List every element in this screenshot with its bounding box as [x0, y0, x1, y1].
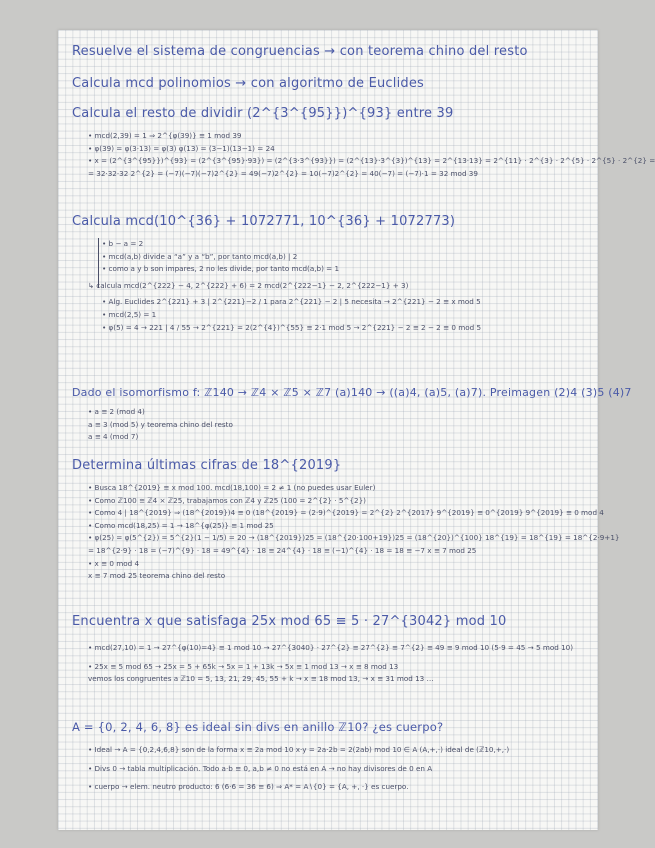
body-line: • Alg. Euclides 2^{221} + 3 | 2^{221}−2 / 1 para 2^{221} − 2 | 5 necesita → 2^{221} − 2 ≡ x mod 5: [102, 297, 481, 307]
section-title-1: Resuelve el sistema de congruencias → con teorema chino del resto: [72, 44, 528, 59]
body-line: • x ≡ 0 mod 4: [88, 558, 140, 568]
section-body-5: [88, 406, 568, 444]
section-body-6: [88, 482, 620, 583]
body-line: • como a y b son impares, 2 no les divide, por tanto mcd(a,b) = 1: [102, 264, 340, 274]
body-line: • mcd(2,39) = 1 ⇒ 2^{φ(39)} ≡ 1 mod 39: [88, 131, 242, 140]
section-title-8: A = {0, 2, 4, 6, 8} es ideal sin divs en anillo ℤ10? ¿es cuerpo?: [72, 720, 444, 734]
body-line: • Busca 18^{2019} ≡ x mod 100. mcd(18,100) = 2 ≠ 1 (no puedes usar Euler): [88, 483, 376, 492]
body-line: • Como 4 | 18^{2019} ⇒ (18^{2019})4 ≡ 0 (18^{2019} = (2·9)^{2019} = 2^{2} 2^{2017} 9^{2019} ≡ 0^{2019} 9^{2019} ≡ 0 mod 4: [88, 508, 604, 518]
section-body-7: [88, 642, 588, 686]
body-line: • Como ℤ100 ≅ ℤ4 × ℤ25, trabajamos con ℤ4 y ℤ25 (100 = 2^{2} · 5^{2}): [88, 495, 366, 505]
body-line: x ≡ 7 mod 25 teorema chino del resto: [88, 571, 226, 581]
section-body-4: [88, 238, 582, 334]
section-title-2: Calcula mcd polinomios → con algoritmo de Euclides: [72, 76, 425, 91]
body-line: • φ(25) = φ(5^{2}) = 5^{2}(1 − 1/5) = 20 → (18^{2019})25 = (18^{20·100+19})25 = (18^{20})^{100} 18^{19} = 18^{19} = 18^{2·9+1}: [88, 533, 620, 543]
body-line: • Divs 0 → tabla multiplicación. Todo a·b ≡ 0, a,b ≠ 0 no está en A → no hay divisores de 0 en A: [88, 763, 433, 773]
body-line: • φ(39) = φ(3·13) = φ(3) φ(13) = (3−1)(13−1) = 24: [88, 143, 275, 153]
body-line: = 18^{2·9} · 18 = (−7)^{9} · 18 = 49^{4} · 18 ≡ 24^{4} · 18 ≡ (−1)^{4} · 18 = 18 ≡ −7 x ≡ 7 mod 25: [88, 545, 477, 555]
section-body-3: [88, 130, 655, 180]
section-title-7: Encuentra x que satisfaga 25x mod 65 ≡ 5 · 27^{3042} mod 10: [72, 614, 507, 629]
body-line: • mcd(a,b) divide a “a” y a “b”, por tanto mcd(a,b) | 2: [102, 251, 298, 261]
body-line: • mcd(27,10) = 1 → 27^{φ(10)=4} ≡ 1 mod 10 → 27^{3040} · 27^{2} ≡ 27^{2} ≡ 7^{2} ≡ 49 ≡ 9 mod 10 (5·9 = 45 → 5 mod 10): [88, 643, 574, 652]
notebook-page: [58, 30, 655, 830]
section-title-3: Calcula el resto de dividir (2^{3^{95}})^{93} entre 39: [72, 106, 454, 121]
body-line: a ≡ 3 (mod 5) y teorema chino del resto: [88, 419, 233, 429]
section-title-5: Dado el isomorfismo f: ℤ140 → ℤ4 × ℤ5 × ℤ7 (a)140 → ((a)4, (a)5, (a)7). Preimagen (2)4 (3)5 (4)7: [72, 386, 632, 399]
body-line: • x = (2^{3^{95}})^{93} = (2^{3^{95}·93}) = (2^{3·3^{93}}) = (2^{13}·3^{3})^{13} = 2^{13·13} = 2^{11} · 2^{3} · 2^{5} · 2^{5} · 2^{2} =: [88, 156, 655, 166]
section-title-6: Determina últimas cifras de 18^{2019}: [72, 458, 342, 473]
body-line: • Ideal → A = {0,2,4,6,8} son de la forma x ≡ 2a mod 10 x·y = 2a·2b = 2(2ab) mod 10 ∈ A (A,+,·) ideal de (ℤ10,+,·): [88, 745, 510, 754]
body-line: • φ(5) = 4 → 221 | 4 / 55 → 2^{221} = 2(2^{4})^{55} ≡ 2·1 mod 5 → 2^{221} − 2 ≡ 2 − 2 ≡ 0 mod 5: [102, 322, 482, 332]
body-line: a ≡ 4 (mod 7): [88, 432, 139, 442]
section-body-8: [88, 744, 588, 794]
body-line: vemos los congruentes a ℤ10 = 5, 13, 21, 29, 45, 55 + k → x ≡ 18 mod 13, → x ≡ 31 mod 13 …: [88, 674, 434, 684]
body-line: • mcd(2,5) = 1: [102, 309, 157, 319]
body-line: • 25x ≡ 5 mod 65 → 25x = 5 + 65k → 5x = 1 + 13k → 5x ≡ 1 mod 13 → x ≡ 8 mod 13: [88, 661, 399, 671]
body-line: • Como mcd(18,25) = 1 → 18^{φ(25)} ≡ 1 mod 25: [88, 520, 274, 530]
body-line: • b − a = 2: [102, 239, 144, 248]
section-title-4: Calcula mcd(10^{36} + 1072771, 10^{36} + 1072773): [72, 214, 456, 229]
body-line: ↳ calcula mcd(2^{222} − 4, 2^{222} + 6) = 2 mcd(2^{222−1} − 2, 2^{222−1} + 3): [88, 280, 409, 290]
body-line: • a ≡ 2 (mod 4): [88, 407, 145, 416]
body-line: • cuerpo → elem. neutro producto: 6 (6·6 = 36 ≡ 6) ⇒ A* = A∖{0} = {A, +, ·} es cuerpo.: [88, 782, 409, 792]
body-line: = 32·32·32 2^{2} = (−7)(−7)(−7)2^{2} = 49(−7)2^{2} = 10(−7)2^{2} = 40(−7) = (−7)·1 = 32 mod 39: [88, 168, 478, 178]
